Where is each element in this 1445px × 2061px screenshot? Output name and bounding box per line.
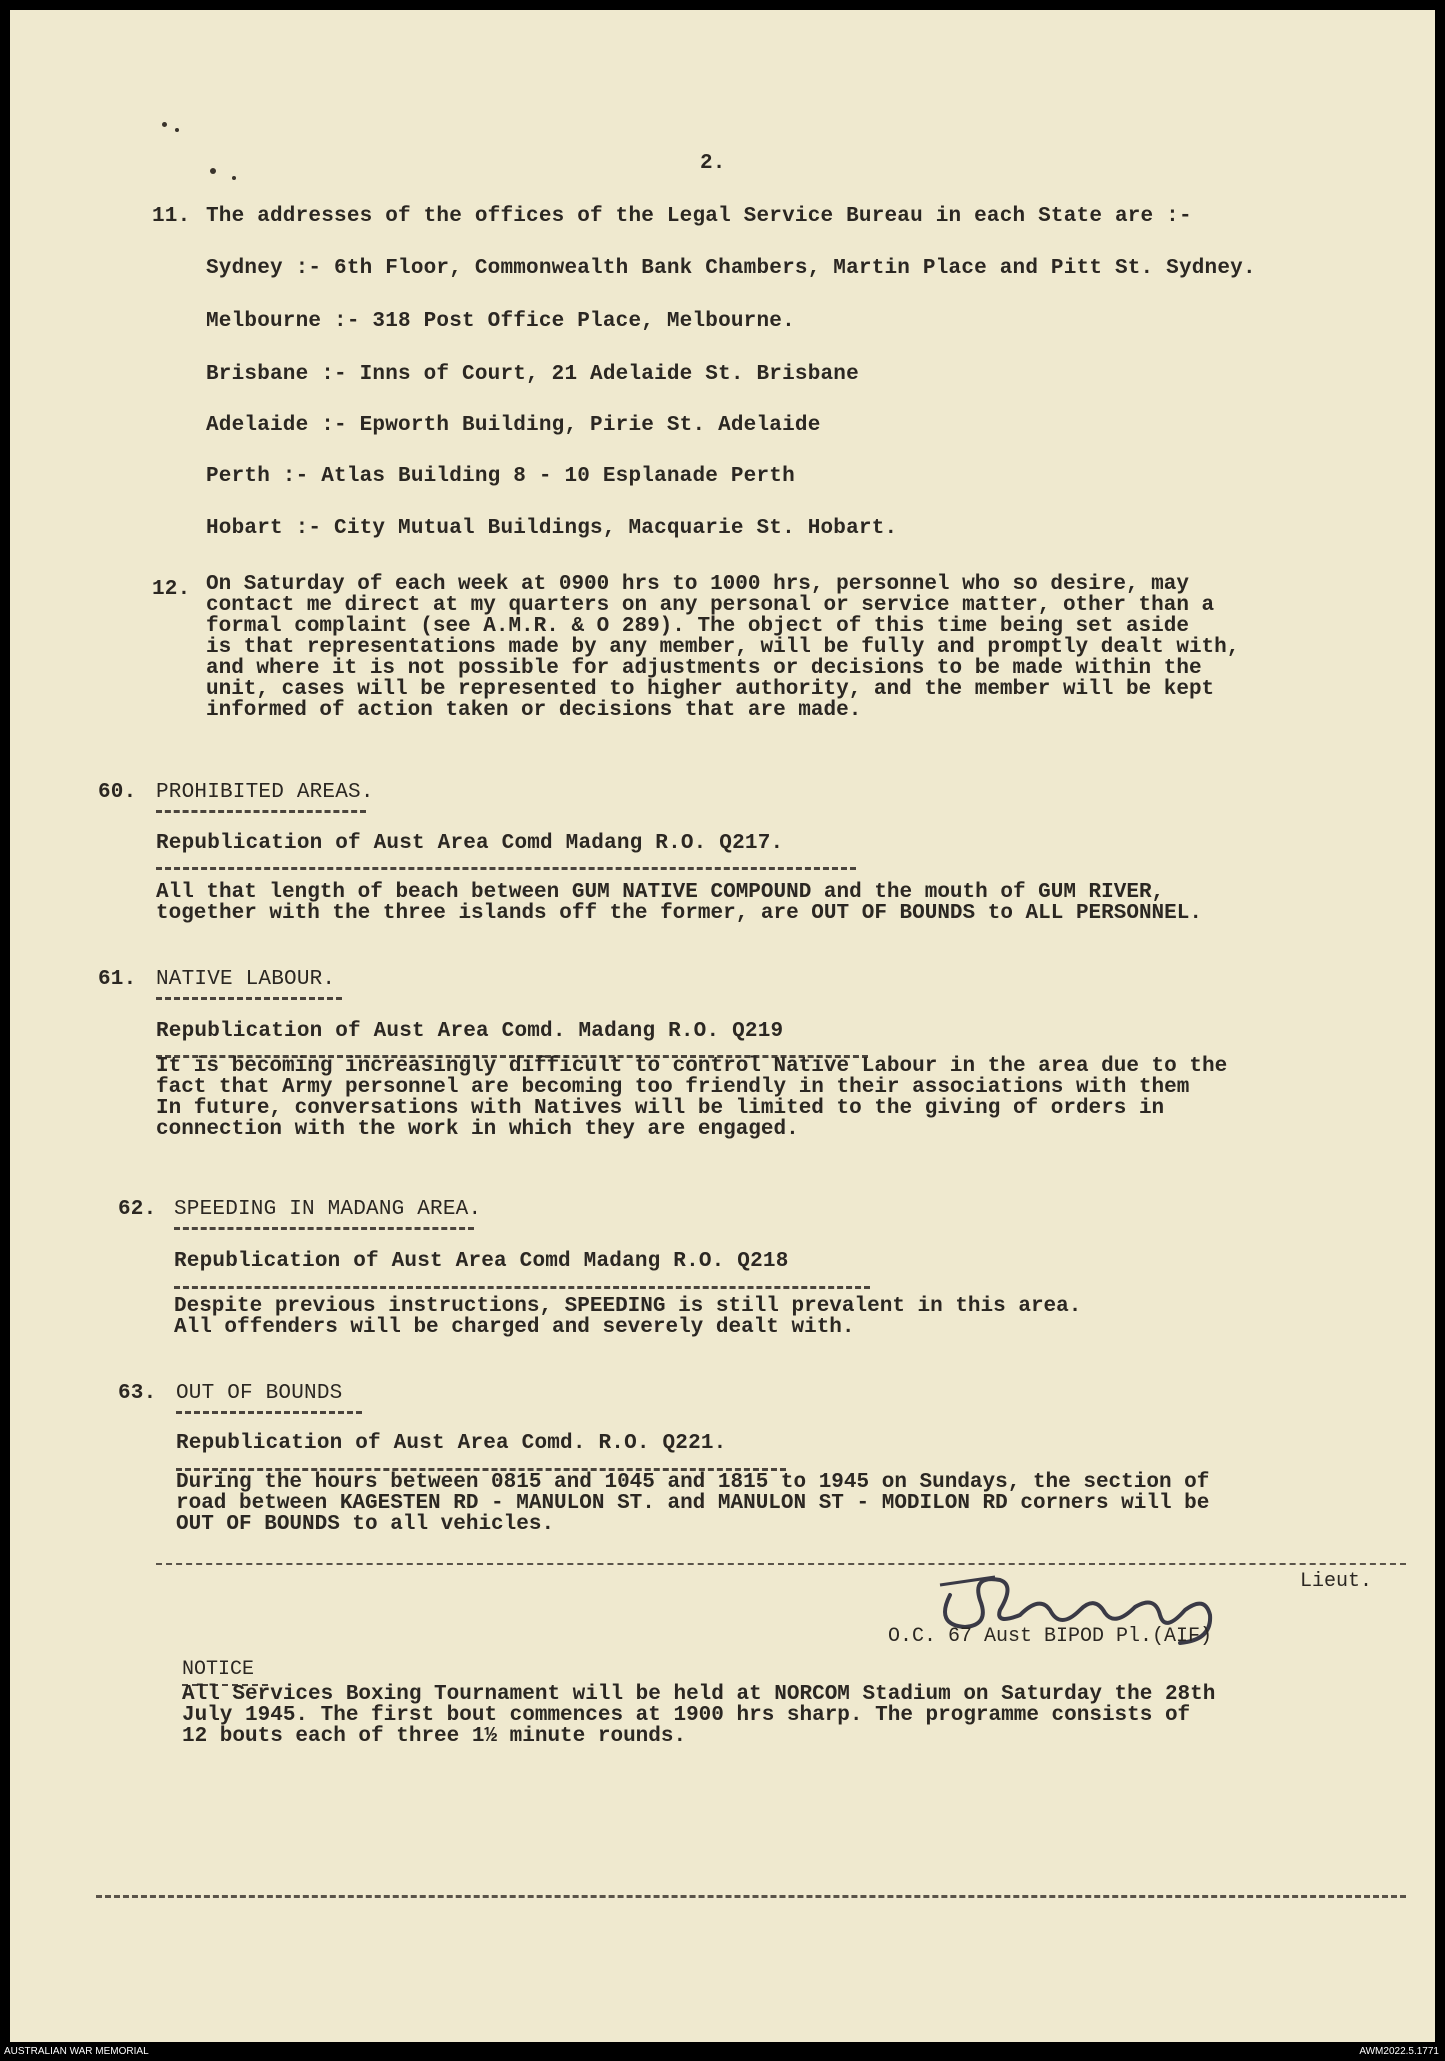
order-60-number: 60. bbox=[98, 781, 137, 804]
order-61-line: connection with the work in which they are engaged. bbox=[156, 1118, 799, 1141]
order-61-line: In future, conversations with Natives will be limited to the giving of orders in bbox=[156, 1097, 1165, 1120]
footer-accession-number: AWM2022.5.1771 bbox=[1359, 2046, 1439, 2057]
republication-underline bbox=[156, 867, 856, 870]
paper-speck bbox=[210, 168, 216, 174]
item-12-line: contact me direct at my quarters on any personal or service matter, other than a bbox=[206, 594, 1215, 617]
order-63-line: During the hours between 0815 and 1045 and 1815 to 1945 on Sundays, the section of bbox=[176, 1471, 1210, 1494]
address-hobart: Hobart :- City Mutual Buildings, Macquarie St. Hobart. bbox=[206, 517, 898, 540]
signature-appointment: O.C. 67 Aust BIPOD Pl.(AIF) bbox=[888, 1625, 1213, 1648]
address-brisbane: Brisbane :- Inns of Court, 21 Adelaide St. Brisbane bbox=[206, 363, 859, 386]
address-sydney: Sydney :- 6th Floor, Commonwealth Bank Chambers, Martin Place and Pitt St. Sydney. bbox=[206, 257, 1256, 280]
paper-speck bbox=[175, 128, 179, 132]
order-63-republication: Republication of Aust Area Comd. R.O. Q221. bbox=[176, 1432, 727, 1455]
order-62-number: 62. bbox=[118, 1198, 157, 1221]
item-12-line: is that representations made by any member, will be fully and promptly dealt with, bbox=[206, 636, 1240, 659]
notice-heading: NOTICE bbox=[182, 1658, 255, 1681]
archive-footer bbox=[0, 2042, 1445, 2061]
notice-line: All Services Boxing Tournament will be held at NORCOM Stadium on Saturday the 28th bbox=[182, 1683, 1216, 1706]
footer-institution: AUSTRALIAN WAR MEMORIAL bbox=[4, 2046, 149, 2057]
item-12-number: 12. bbox=[152, 578, 191, 601]
order-62-heading: SPEEDING IN MADANG AREA. bbox=[174, 1198, 482, 1221]
item-12-line: formal complaint (see A.M.R. & O 289). The object of this time being set aside bbox=[206, 615, 1189, 638]
paper-speck bbox=[232, 176, 236, 180]
order-60-line: All that length of beach between GUM NATIVE COMPOUND and the mouth of GUM RIVER, bbox=[156, 881, 1165, 904]
order-61-number: 61. bbox=[98, 968, 137, 991]
order-63-text bbox=[176, 1472, 1209, 1535]
address-perth: Perth :- Atlas Building 8 - 10 Esplanade Perth bbox=[206, 465, 795, 488]
address-adelaide: Adelaide :- Epworth Building, Pirie St. Adelaide bbox=[206, 414, 821, 437]
heading-underline bbox=[156, 997, 342, 1000]
order-62-text bbox=[174, 1296, 1081, 1338]
signature-rank: Lieut. bbox=[1300, 1570, 1373, 1593]
order-63-heading: OUT OF BOUNDS bbox=[176, 1382, 343, 1405]
item-11-number: 11. bbox=[152, 205, 191, 228]
notice-text bbox=[182, 1684, 1215, 1747]
notice-line: July 1945. The first bout commences at 1900 hrs sharp. The programme consists of bbox=[182, 1704, 1191, 1727]
order-61-text bbox=[156, 1056, 1227, 1140]
order-61-heading: NATIVE LABOUR. bbox=[156, 968, 336, 991]
republication-underline bbox=[174, 1286, 870, 1289]
order-63-line: road between KAGESTEN RD - MANULON ST. and MANULON ST - MODILON RD corners will be bbox=[176, 1492, 1210, 1515]
document-page bbox=[10, 10, 1435, 2042]
item-12-line: unit, cases will be represented to higher authority, and the member will be kept bbox=[206, 678, 1215, 701]
item-12-text bbox=[206, 574, 1239, 721]
paper-speck bbox=[162, 122, 167, 127]
order-61-republication: Republication of Aust Area Comd. Madang R.O. Q219 bbox=[156, 1020, 784, 1043]
item-12-line: On Saturday of each week at 0900 hrs to 1000 hrs, personnel who so desire, may bbox=[206, 573, 1189, 596]
order-60-heading: PROHIBITED AREAS. bbox=[156, 781, 374, 804]
order-62-line: Despite previous instructions, SPEEDING is still prevalent in this area. bbox=[174, 1295, 1082, 1318]
order-61-line: fact that Army personnel are becoming too friendly in their associations with them bbox=[156, 1076, 1190, 1099]
notice-line: 12 bouts each of three 1½ minute rounds. bbox=[182, 1725, 687, 1748]
bottom-divider bbox=[96, 1895, 1406, 1898]
order-63-number: 63. bbox=[118, 1382, 157, 1405]
heading-underline bbox=[176, 1411, 362, 1414]
address-melbourne: Melbourne :- 318 Post Office Place, Melbourne. bbox=[206, 310, 795, 333]
order-61-line: It is becoming increasingly difficult to control Native Labour in the area due to the bbox=[156, 1055, 1228, 1078]
order-62-republication: Republication of Aust Area Comd Madang R.O. Q218 bbox=[174, 1250, 789, 1273]
page-number: 2. bbox=[700, 152, 726, 175]
order-60-text bbox=[156, 882, 1202, 924]
item-11-intro: The addresses of the offices of the Legal Service Bureau in each State are :- bbox=[206, 205, 1192, 228]
order-60-republication: Republication of Aust Area Comd Madang R.O. Q217. bbox=[156, 832, 784, 855]
order-62-line: All offenders will be charged and severely dealt with. bbox=[174, 1316, 855, 1339]
heading-underline bbox=[174, 1227, 474, 1230]
order-60-line: together with the three islands off the former, are OUT OF BOUNDS to ALL PERSONNEL. bbox=[156, 902, 1202, 925]
item-12-line: and where it is not possible for adjustments or decisions to be made within the bbox=[206, 657, 1202, 680]
order-63-line: OUT OF BOUNDS to all vehicles. bbox=[176, 1513, 555, 1536]
item-12-line: informed of action taken or decisions that are made. bbox=[206, 699, 862, 722]
heading-underline bbox=[156, 810, 366, 813]
